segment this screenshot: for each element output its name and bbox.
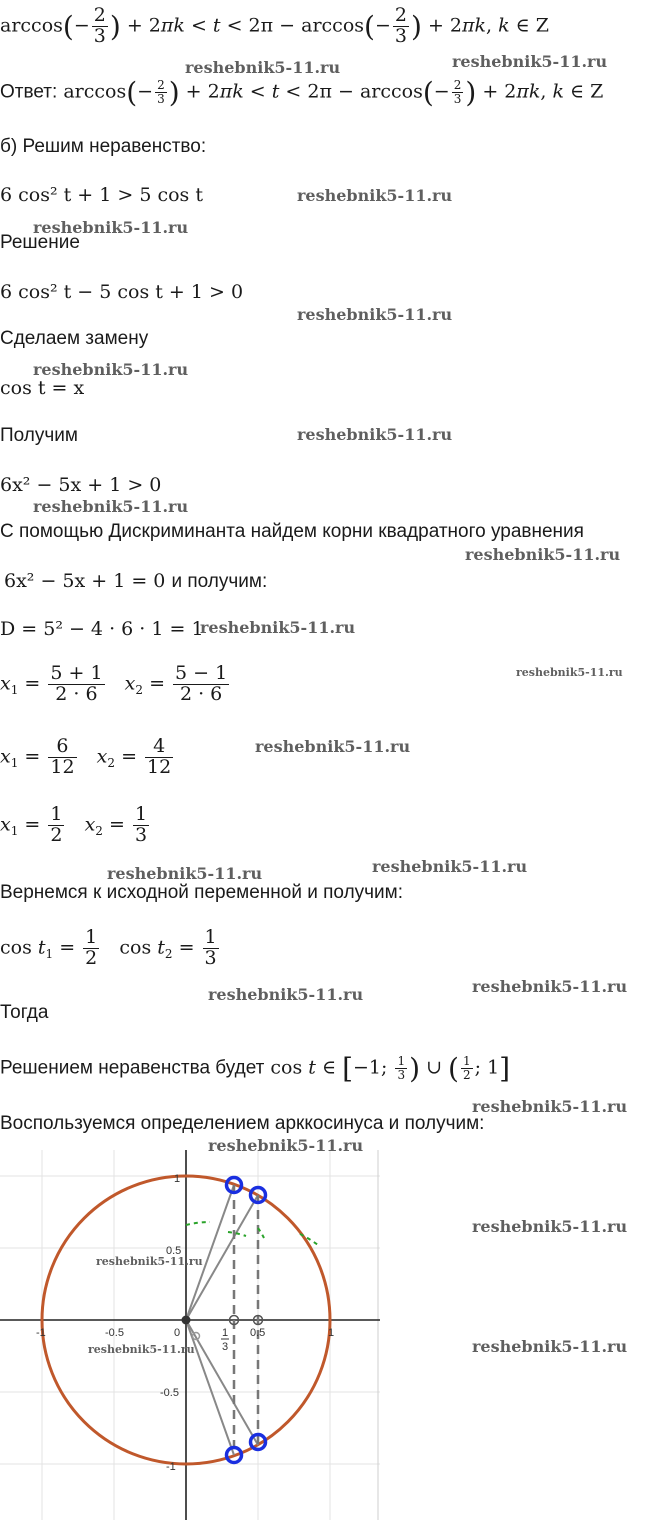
watermark: reshebnik5-11.ru: [33, 360, 189, 379]
solution-label: Решение: [0, 232, 80, 253]
watermark: reshebnik5-11.ru: [297, 186, 453, 205]
watermark: reshebnik5-11.ru: [472, 977, 628, 996]
tick-third-num: 1: [222, 1327, 229, 1339]
watermark: reshebnik5-11.ru: [107, 864, 263, 883]
discriminant-text: С помощью Дискриминанта найдем корни квадратного уравнения: [0, 521, 584, 542]
watermark: reshebnik5-11.ru: [465, 545, 621, 564]
tick-x-1: 1: [328, 1327, 335, 1339]
watermark: reshebnik5-11.ru: [96, 1255, 203, 1268]
inequality-rearranged: 6 cos² t − 5 cos t + 1 > 0: [0, 281, 244, 303]
watermark: reshebnik5-11.ru: [200, 618, 356, 637]
tick-x-05: 0.5: [250, 1327, 266, 1339]
roots-formula: $x_1$ = $\frac{5 + 1}{2 \cdot 6}$ $x_2$ = $\frac{5 - 1}{2 \cdot 6}$: [0, 662, 228, 705]
roots-simplified: $x_1$ = $\frac{1}{2}$ $x_2$ = $\frac{1}{3}$: [0, 803, 148, 846]
green-arcs: [186, 1222, 318, 1245]
inequality: 6 cos² t + 1 > 5 cos t: [0, 184, 203, 206]
part-b-heading: б) Решим неравенство:: [0, 136, 207, 157]
watermark: reshebnik5-11.ru: [33, 218, 189, 237]
tick-y-neg05: -0.5: [160, 1387, 179, 1399]
tick-y-neg1: -1: [166, 1461, 176, 1473]
watermark: reshebnik5-11.ru: [33, 497, 189, 516]
watermark: reshebnik5-11.ru: [472, 1217, 628, 1236]
watermark: reshebnik5-11.ru: [208, 985, 364, 1004]
tick-x-neg1: -1: [36, 1327, 46, 1339]
solution-set: Решением неравенства будет cos t ∈ [−1; $\frac{1}{3}$ ) ∪ ( $\frac{1}{2}$ ; 1]: [0, 1052, 511, 1085]
tick-y-1: 1: [174, 1173, 181, 1185]
watermark: reshebnik5-11.ru: [88, 1343, 195, 1356]
watermark: reshebnik5-11.ru: [372, 857, 528, 876]
unit-circle-graph: [0, 1150, 390, 1525]
tick-x-0: 0: [174, 1327, 181, 1339]
substitution-label: Сделаем замену: [0, 328, 149, 349]
quadratic-inequality: 6x² − 5x + 1 > 0: [0, 474, 162, 496]
tick-x-neg05: -0.5: [105, 1327, 124, 1339]
substitution: cos t = x: [0, 377, 85, 399]
cos-values: $\cos t_1$ = $\frac{1}{2}$ $\cos t_2$ = $\frac{1}{3}$: [0, 926, 217, 969]
watermark: reshebnik5-11.ru: [208, 1136, 364, 1155]
watermark: reshebnik5-11.ru: [255, 737, 411, 756]
watermark: reshebnik5-11.ru: [472, 1337, 628, 1356]
tick-y-05: 0.5: [166, 1245, 182, 1257]
arccos-text: Воспользуемся определением арккосинуса и получим:: [0, 1113, 485, 1134]
watermark: reshebnik5-11.ru: [185, 58, 341, 77]
discriminant: D = 5² − 4 · 6 · 1 = 1: [0, 618, 204, 640]
return-text: Вернемся к исходной переменной и получим:: [0, 882, 404, 903]
tick-third-den: 3: [222, 1341, 229, 1353]
roots-computed: $x_1$ = $\frac{6}{12}$ $x_2$ = $\frac{4}{12}$: [0, 735, 172, 778]
line-answer: Ответ: arccos(− $\frac{2}{3}$ ) + 2πk < t < 2π − arccos(− $\frac{2}{3}$ ) + 2πk, k ∈ Z: [0, 76, 604, 109]
then-label: Тогда: [0, 1002, 49, 1023]
get-label: Получим: [0, 425, 78, 446]
watermark: reshebnik5-11.ru: [472, 1097, 628, 1116]
watermark: reshebnik5-11.ru: [297, 425, 453, 444]
watermark: reshebnik5-11.ru: [297, 305, 453, 324]
watermark: reshebnik5-11.ru: [452, 52, 608, 71]
watermark: reshebnik5-11.ru: [516, 666, 623, 679]
origin-point: [182, 1316, 191, 1325]
line-arccos-range: arccos(− $\frac{2}{3}$ ) + 2πk < t < 2π − arccos(− $\frac{2}{3}$ ) + 2πk, k ∈ Z: [0, 4, 549, 47]
quadratic-equation: 6x² − 5x + 1 = 0 и получим:: [4, 570, 268, 592]
